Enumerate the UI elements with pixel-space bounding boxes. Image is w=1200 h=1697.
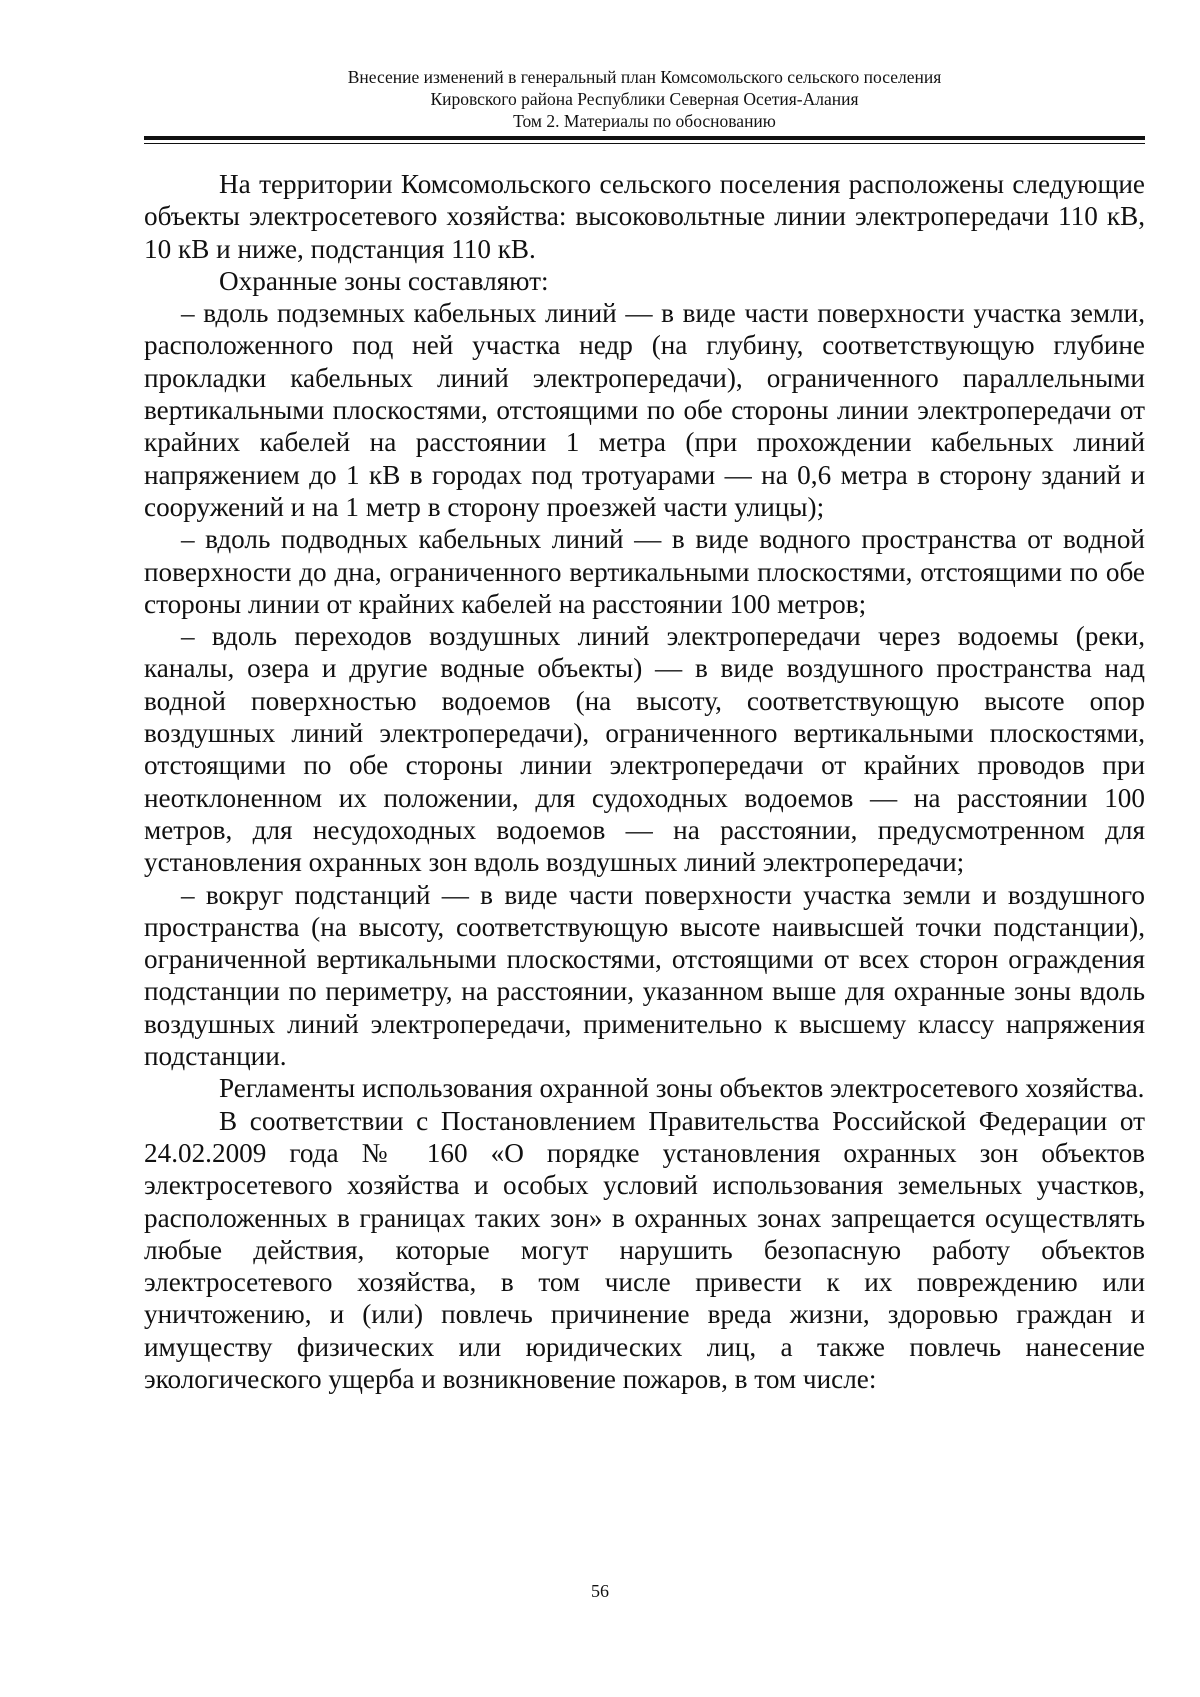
paragraph-decree: В соответствии с Постановлением Правительства Российской Федерации от 24.02.2009 года № 160 «О порядке установления охранных зон объектов электросетевого хозяйства и особых условий использования земельных участков, расположенных в границах таких зон» в охранных зонах запрещается осуществлять любые действия, которые могут нарушить безопасную работу объектов электросетевого хозяйства, в том числе привести к их повреждению или уничтожению, и (или) повлечь причинение вреда жизни, здоровью граждан и имуществу физических или юридических лиц, а также повлечь нанесение экологического ущерба и возникновение пожаров, в том числе: xyxy=(144,1105,1145,1394)
running-header xyxy=(144,66,1145,132)
page-number: 56 xyxy=(591,1581,609,1601)
paragraph-regulations: Регламенты использования охранной зоны объектов электросетевого хозяйства. xyxy=(219,1073,1145,1104)
paragraph-zones-heading: Охранные зоны составляют: xyxy=(219,265,549,296)
list-item-substations: – вокруг подстанций — в виде части поверхности участка земли и воздушного пространства (на высоту, соответствующую высоте наивысшей точки подстанции), ограниченной вертикальными плоскостями, отстоящими от всех сторон ограждения подстанции по периметру, на расстоянии, указанном выше для охранные зоны вдоль воздушных линий электропередачи, применительно к высшему классу напряжения подстанции. xyxy=(144,879,1145,1072)
header-line-title: Внесение изменений в генеральный план Комсомольского сельского поселения xyxy=(347,67,942,87)
header-rule-thick xyxy=(144,136,1145,140)
body-text xyxy=(144,168,1145,1395)
list-item-overhead-crossings: – вдоль переходов воздушных линий электропередачи через водоемы (реки, каналы, озера и другие водные объекты) — в виде воздушного пространства над водной поверхностью водоемов (на высоту, соответствующую высоте опор воздушных линий электропередачи), ограниченного вертикальными плоскостями, отстоящими по обе стороны линии электропередачи от крайних проводов при неотклоненном их положении, для судоходных водоемов — на расстоянии 100 метров, для несудоходных водоемов — на расстоянии, предусмотренном для установления охранных зон вдоль воздушных линий электропередачи; xyxy=(144,621,1145,878)
paragraph-intro: На территории Комсомольского сельского поселения расположены следующие объекты электросетевого хозяйства: высоковольтные линии электропередачи 110 кВ, 10 кВ и ниже, подстанция 110 кВ. xyxy=(144,169,1145,264)
list-item-underwater-cables: – вдоль подводных кабельных линий — в виде водного пространства от водной поверхности до дна, ограниченного вертикальными плоскостями, отстоящими по обе стороны линии от крайних кабелей на расстоянии 100 метров; xyxy=(144,524,1145,619)
header-line-volume: Том 2. Материалы по обоснованию xyxy=(513,111,776,131)
header-line-region: Кировского района Республики Северная Осетия-Алания xyxy=(430,89,859,109)
header-rule-thin xyxy=(144,143,1145,144)
list-item-underground-cables: – вдоль подземных кабельных линий — в виде части поверхности участка земли, расположенного под ней участка недр (на глубину, соответствующую глубине прокладки кабельных линий электропередачи), ограниченного параллельными вертикальными плоскостями, отстоящими по обе стороны линии электропередачи от крайних кабелей на расстоянии 1 метра (при прохождении кабельных линий напряжением до 1 кВ в городах под тротуарами — на 0,6 метра в сторону зданий и сооружений и на 1 метр в сторону проезжей части улицы); xyxy=(144,298,1145,522)
